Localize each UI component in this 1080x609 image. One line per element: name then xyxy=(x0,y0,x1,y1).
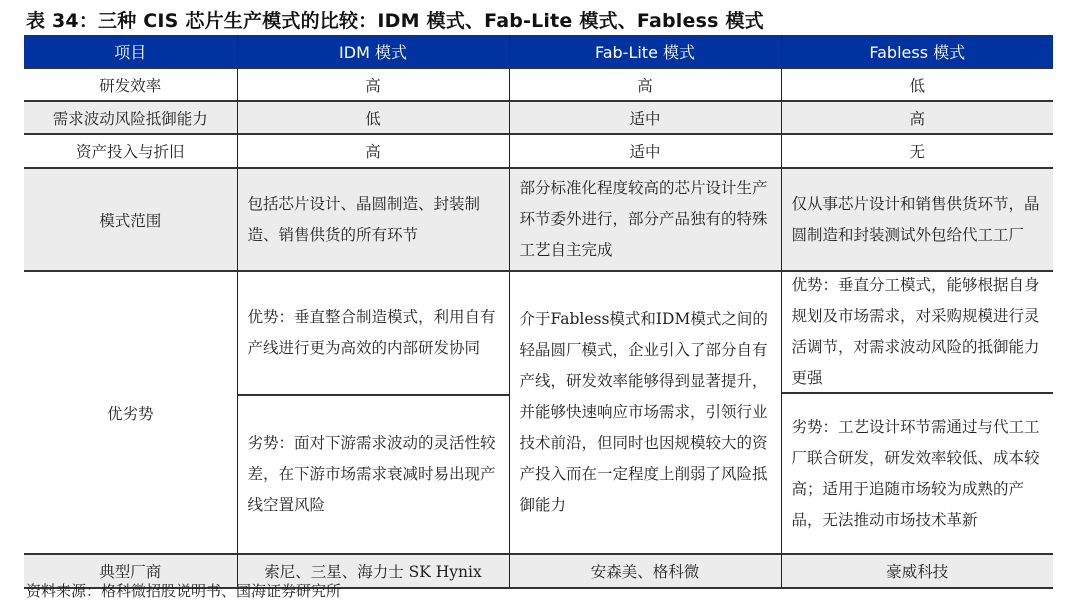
header-fablite: Fab-Lite 模式 xyxy=(509,35,781,68)
idm-cons: 劣势：面对下游需求波动的灵活性较差，在下游市场需求衰减时易出现产线空置风险 xyxy=(247,434,496,514)
cell-fabless: 仅从事芯片设计和销售供货环节，晶圆制造和封装测试外包给代工工厂 xyxy=(781,168,1053,271)
cell-fabless: 豪威科技 xyxy=(781,554,1053,588)
cell-idm: 包括芯片设计、晶圆制造、封装制造、销售供货的所有环节 xyxy=(237,168,509,271)
header-fabless: Fabless 模式 xyxy=(781,35,1053,68)
row-pros-cons xyxy=(24,271,1053,554)
cell-fabless: 高 xyxy=(781,101,1053,134)
row-risk-resistance xyxy=(24,101,1053,134)
row-scope xyxy=(24,168,1053,271)
cell-fablite: 适中 xyxy=(509,101,781,134)
row-label: 需求波动风险抵御能力 xyxy=(24,101,237,134)
comparison-table xyxy=(24,35,1053,589)
cell-fabless: 低 xyxy=(781,68,1053,101)
row-label: 模式范围 xyxy=(24,168,237,271)
cell-fablite: 部分标准化程度较高的芯片设计生产环节委外进行，部分产品独有的特殊工艺自主完成 xyxy=(509,168,781,271)
row-rd-efficiency xyxy=(24,68,1053,101)
cell-idm: 索尼、三星、海力士 SK Hynix xyxy=(237,554,509,588)
cell-fabless xyxy=(781,271,1053,554)
header-row xyxy=(24,35,1053,68)
cell-idm: 高 xyxy=(237,68,509,101)
cell-fabless: 无 xyxy=(781,134,1053,168)
row-label: 优劣势 xyxy=(24,271,237,554)
fabless-pros: 优势：垂直分工模式，能够根据自身规划及市场需求，对采购规模进行灵活调节，对需求波动风险的抵御能力更强 xyxy=(782,272,1054,394)
cell-fablite: 介于Fabless模式和IDM模式之间的轻晶圆厂模式，企业引入了部分自有产线，研发效率能够得到显著提升，并能够快速响应市场需求，引领行业技术前沿，但同时也因规模较大的资产投入而在一定程度上削弱了风险抵御能力 xyxy=(509,271,781,554)
row-asset-depreciation xyxy=(24,134,1053,168)
source-note: 资料来源：格科微招股说明书、国海证券研究所 xyxy=(26,582,342,600)
header-item: 项目 xyxy=(24,35,237,68)
cell-idm: 低 xyxy=(237,101,509,134)
cell-fablite: 安森美、格科微 xyxy=(509,554,781,588)
cell-idm xyxy=(237,271,509,554)
header-idm: IDM 模式 xyxy=(237,35,509,68)
cell-fablite: 适中 xyxy=(509,134,781,168)
table-title: 表 34：三种 CIS 芯片生产模式的比较：IDM 模式、Fab-Lite 模式、Fabless 模式 xyxy=(26,10,764,32)
row-label: 典型厂商 xyxy=(24,554,237,588)
fabless-cons: 劣势：工艺设计环节需通过与代工工厂联合研发，研发效率较低、成本较高；适用于追随市场较为成熟的产品，无法推动市场技术革新 xyxy=(791,417,1040,529)
row-label: 研发效率 xyxy=(24,68,237,101)
idm-pros: 优势：垂直整合制造模式，利用自有产线进行更为高效的内部研发协同 xyxy=(238,272,509,396)
row-label: 资产投入与折旧 xyxy=(24,134,237,168)
cell-fablite: 高 xyxy=(509,68,781,101)
cell-idm: 高 xyxy=(237,134,509,168)
